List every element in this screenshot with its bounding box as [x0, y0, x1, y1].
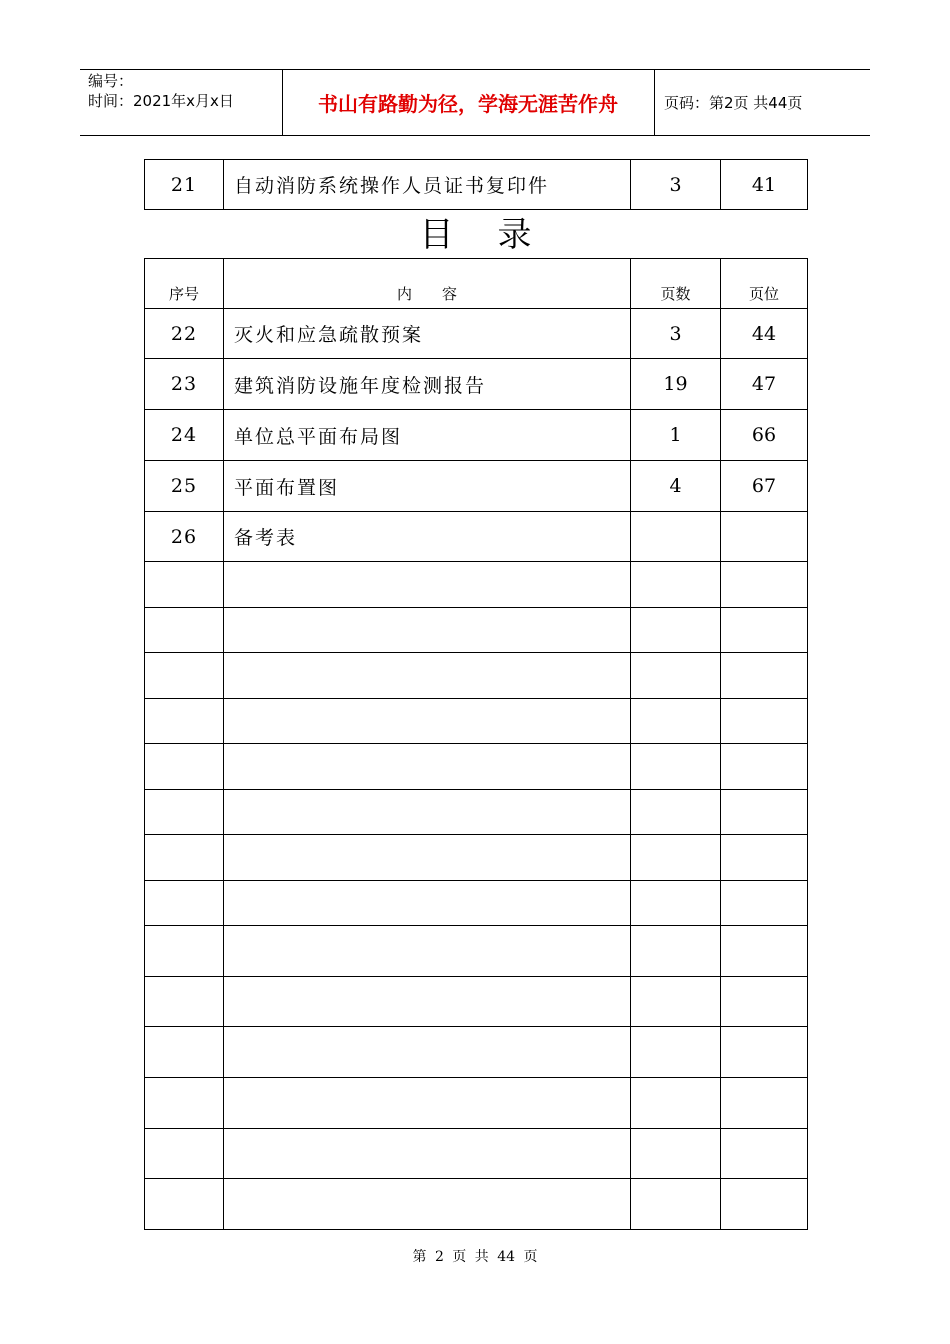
header-motto: 书山有路勤为径，学海无涯苦作舟	[318, 91, 618, 116]
row-content: 自动消防系统操作人员证书复印件	[224, 160, 631, 210]
empty-table-row	[145, 790, 808, 835]
empty-table-row	[145, 926, 808, 977]
empty-table-row	[145, 881, 808, 926]
header-no: 序号	[145, 259, 224, 309]
date-label: 时间：2021年x月x日	[88, 92, 234, 110]
header-divider	[654, 69, 655, 135]
table-row	[145, 410, 808, 461]
table-row	[145, 461, 808, 512]
row-content: 单位总平面布局图	[224, 410, 631, 461]
toc-title: 目录	[419, 215, 576, 255]
row-number: 25	[145, 461, 224, 512]
empty-table-row	[145, 1078, 808, 1129]
row-page-position: 44	[721, 309, 808, 359]
row-number: 24	[145, 410, 224, 461]
row-page-position: 41	[721, 160, 808, 210]
empty-table-row	[145, 1179, 808, 1230]
header-pages: 页数	[631, 259, 721, 309]
row-content: 平面布置图	[224, 461, 631, 512]
row-page-position: 66	[721, 410, 808, 461]
toc-continued-table	[144, 159, 808, 210]
row-page-count	[631, 512, 721, 562]
row-page-position: 47	[721, 359, 808, 410]
header-content: 内 容	[224, 259, 631, 309]
empty-table-row	[145, 608, 808, 653]
header-position: 页位	[721, 259, 808, 309]
row-page-count: 3	[631, 309, 721, 359]
row-page-count: 3	[631, 160, 721, 210]
row-content: 建筑消防设施年度检测报告	[224, 359, 631, 410]
empty-table-row	[145, 1027, 808, 1078]
row-number: 23	[145, 359, 224, 410]
table-row	[145, 309, 808, 359]
row-page-count: 4	[631, 461, 721, 512]
empty-table-row	[145, 562, 808, 608]
header-bottom-rule	[80, 135, 870, 136]
table-row	[145, 160, 808, 210]
empty-table-row	[145, 653, 808, 699]
row-page-position	[721, 512, 808, 562]
page-footer: 第 2 页 共 44 页	[412, 1249, 538, 1265]
empty-table-row	[145, 977, 808, 1027]
row-page-count: 1	[631, 410, 721, 461]
empty-table-row	[145, 699, 808, 744]
row-number: 21	[145, 160, 224, 210]
table-row	[145, 512, 808, 562]
serial-label: 编号：	[88, 72, 134, 90]
empty-table-row	[145, 835, 808, 881]
header-page-info: 页码：第2页 共44页	[664, 93, 803, 112]
row-number: 22	[145, 309, 224, 359]
row-number: 26	[145, 512, 224, 562]
empty-table-row	[145, 744, 808, 790]
header-meta	[88, 71, 234, 111]
empty-table-row	[145, 1129, 808, 1179]
row-content: 灭火和应急疏散预案	[224, 309, 631, 359]
table-header-row	[145, 259, 808, 309]
table-row	[145, 359, 808, 410]
row-page-position: 67	[721, 461, 808, 512]
row-content: 备考表	[224, 512, 631, 562]
toc-table	[144, 258, 808, 1230]
row-page-count: 19	[631, 359, 721, 410]
